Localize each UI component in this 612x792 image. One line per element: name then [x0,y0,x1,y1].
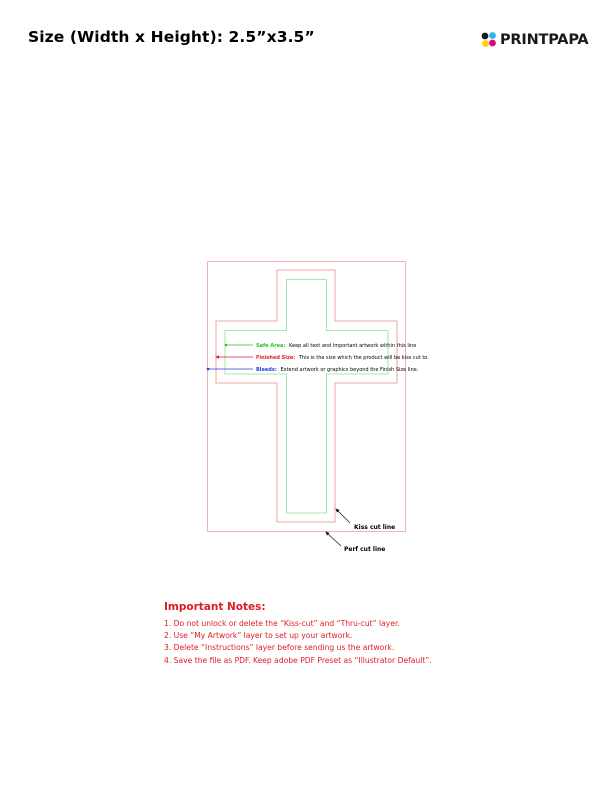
note-item: 3. Delete “Instructions” layer before sending us the artwork. [164,643,395,653]
note-item: 2. Use “My Artwork” layer to set up your artwork. [164,631,353,641]
safe-area-cross-outline [225,280,388,514]
perf-cut-label: Perf cut line [344,546,386,553]
perf-cut-callout [326,532,386,554]
legend-finished-size [215,355,429,361]
kiss-cut-cross-outline [216,270,397,522]
kiss-cut-label: Kiss cut line [354,524,396,531]
safe-area-text: Keep all text and important artwork within this line [288,343,417,349]
legend-bleeds [207,367,419,373]
svg-text:Finished Size: This is t [256,355,429,361]
notes-title: Important Notes: [164,601,266,613]
finished-size-text: This is the size which the product will be kiss cut to. [298,355,429,361]
important-notes [164,601,432,667]
logo-text: PRINTPAPA [500,32,589,48]
perf-cut-outline [208,262,406,532]
svg-text:Bleeds: Extend artwork o [256,367,419,373]
note-item: 1. Do not unlock or delete the “Kiss-cut” and “Thru-cut” layer. [164,619,400,628]
bleeds-text: Extend artwork or graphics beyond the Finish Size line. [280,367,419,373]
note-item: 4. Save the file as PDF. Keep adobe PDF Preset as “Illustrator Default”. [164,655,432,665]
legend-safe-area [225,343,417,349]
bleeds-label: Bleeds: [256,367,277,373]
safe-area-label: Safe Area: [256,343,286,349]
kiss-cut-callout [336,509,396,532]
notes-list [164,618,432,667]
finished-size-label: Finished Size: [256,355,296,361]
size-title: Size (Width x Height): 2.5”x3.5” [28,28,315,46]
svg-text:Safe Area: Keep all text [256,343,416,349]
